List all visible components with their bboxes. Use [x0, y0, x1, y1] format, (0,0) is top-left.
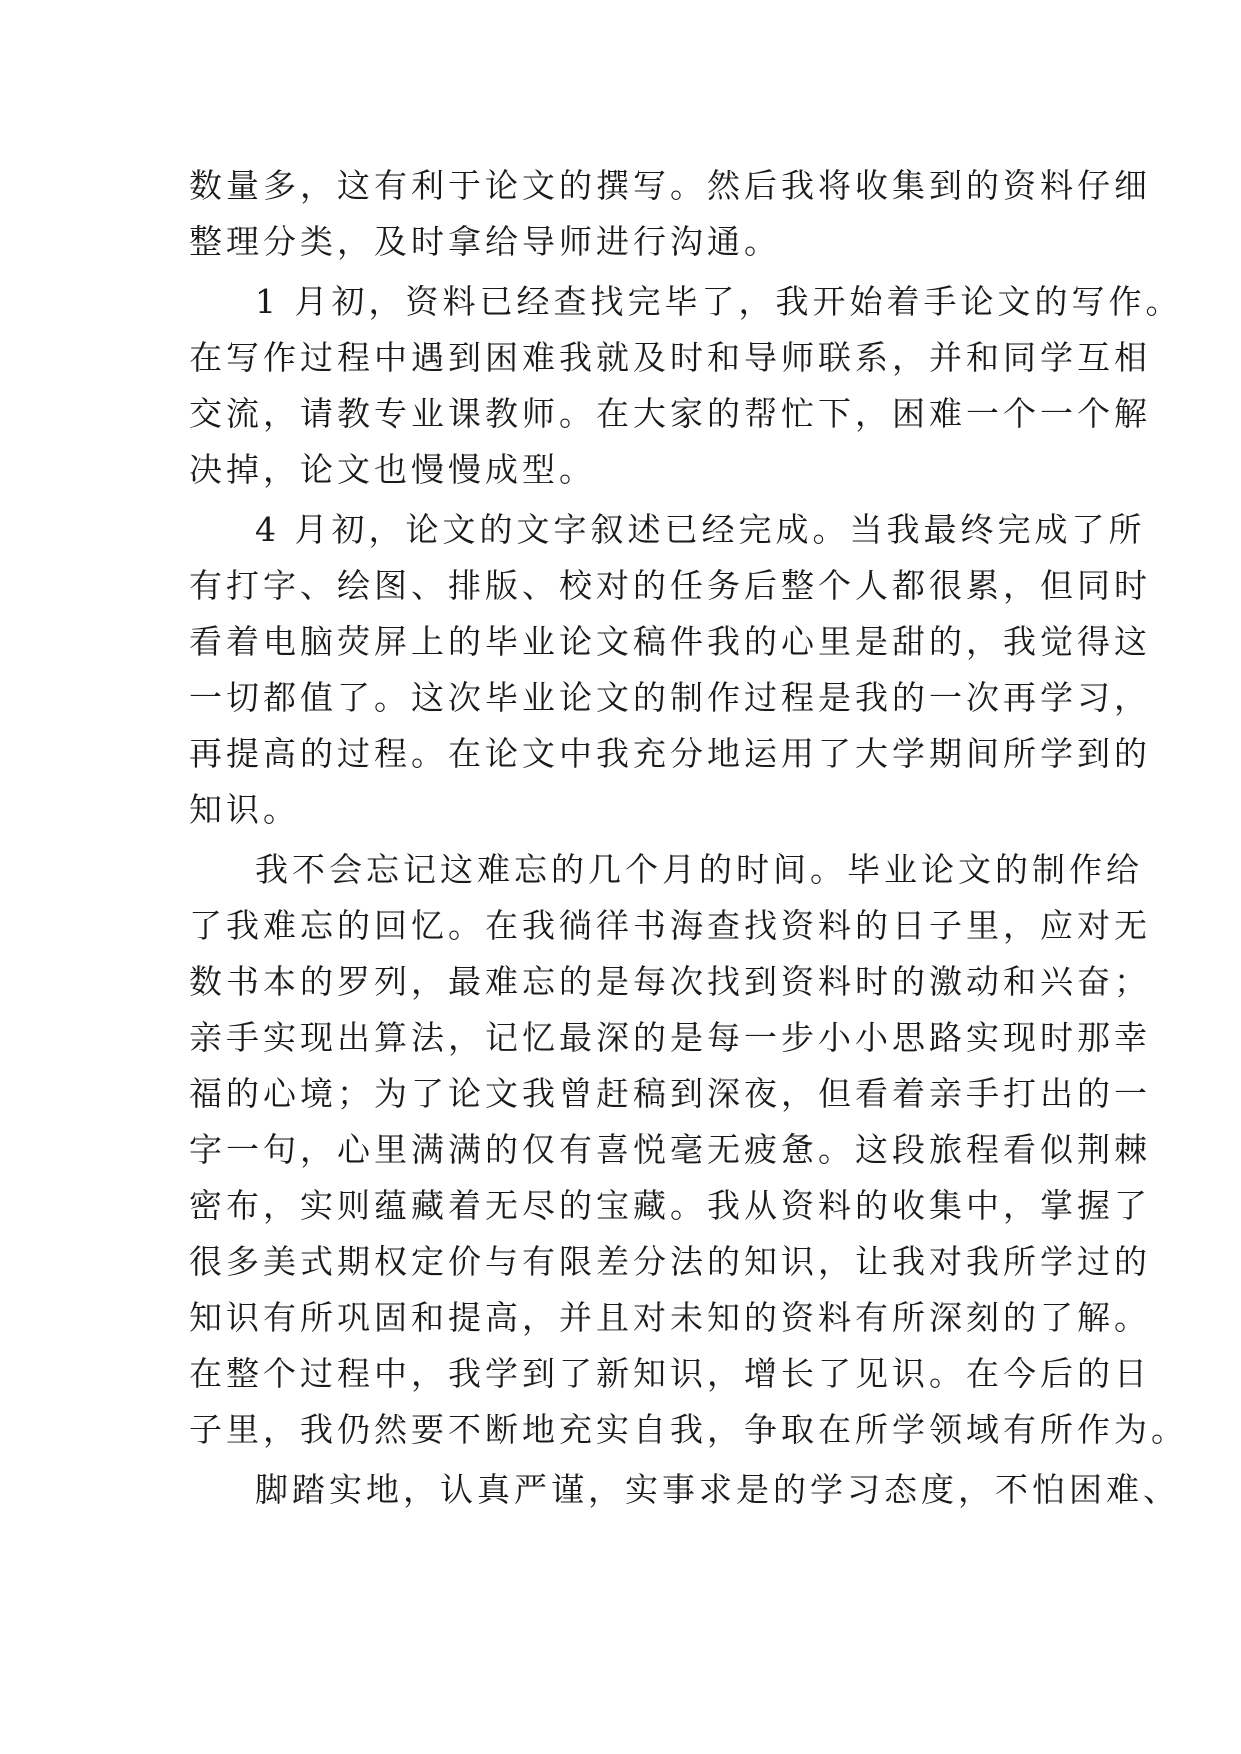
text-line: 1 月初，资料已经查找完毕了，我开始着手论文的写作。	[255, 282, 1183, 321]
text-line: 脚踏实地，认真严谨，实事求是的学习态度，不怕困难、	[255, 1470, 1180, 1509]
text-line: 决掉，论文也慢慢成型。	[189, 450, 596, 489]
text-line: 整理分类，及时拿给导师进行沟通。	[189, 222, 781, 261]
text-line: 4 月初，论文的文字叙述已经完成。当我最终完成了所	[255, 510, 1146, 549]
text-line: 亲手实现出算法，记忆最深的是每一步小小思路实现时那幸	[189, 1018, 1151, 1057]
text-line: 子里，我仍然要不断地充实自我，争取在所学领域有所作为。	[189, 1410, 1188, 1449]
document-body	[189, 158, 1188, 1518]
text-line: 了我难忘的回忆。在我徜徉书海查找资料的日子里，应对无	[189, 906, 1151, 945]
text-line: 一切都值了。这次毕业论文的制作过程是我的一次再学习，	[189, 678, 1151, 717]
text-line: 数书本的罗列，最难忘的是每次找到资料时的激动和兴奋；	[189, 962, 1151, 1001]
text-line: 密布，实则蕴藏着无尽的宝藏。我从资料的收集中，掌握了	[189, 1186, 1151, 1225]
text-line: 很多美式期权定价与有限差分法的知识，让我对我所学过的	[189, 1242, 1151, 1281]
text-line: 在整个过程中，我学到了新知识，增长了见识。在今后的日	[189, 1354, 1151, 1393]
paragraph	[189, 502, 1151, 838]
text-line: 我不会忘记这难忘的几个月的时间。毕业论文的制作给	[255, 850, 1143, 889]
text-line: 交流，请教专业课教师。在大家的帮忙下，困难一个一个解	[189, 394, 1151, 433]
text-line: 数量多，这有利于论文的撰写。然后我将收集到的资料仔细	[189, 166, 1151, 205]
paragraph	[189, 158, 1151, 270]
paragraph	[189, 842, 1188, 1458]
paragraph	[189, 274, 1183, 498]
text-line: 再提高的过程。在论文中我充分地运用了大学期间所学到的	[189, 734, 1151, 773]
text-line: 看着电脑荧屏上的毕业论文稿件我的心里是甜的，我觉得这	[189, 622, 1151, 661]
text-line: 知识。	[189, 790, 300, 829]
text-line: 字一句，心里满满的仅有喜悦毫无疲惫。这段旅程看似荆棘	[189, 1130, 1151, 1169]
paragraph	[189, 1462, 1180, 1518]
text-line: 在写作过程中遇到困难我就及时和导师联系，并和同学互相	[189, 338, 1151, 377]
text-line: 知识有所巩固和提高，并且对未知的资料有所深刻的了解。	[189, 1298, 1151, 1337]
text-line: 有打字、绘图、排版、校对的任务后整个人都很累，但同时	[189, 566, 1151, 605]
text-line: 福的心境；为了论文我曾赶稿到深夜，但看着亲手打出的一	[189, 1074, 1151, 1113]
